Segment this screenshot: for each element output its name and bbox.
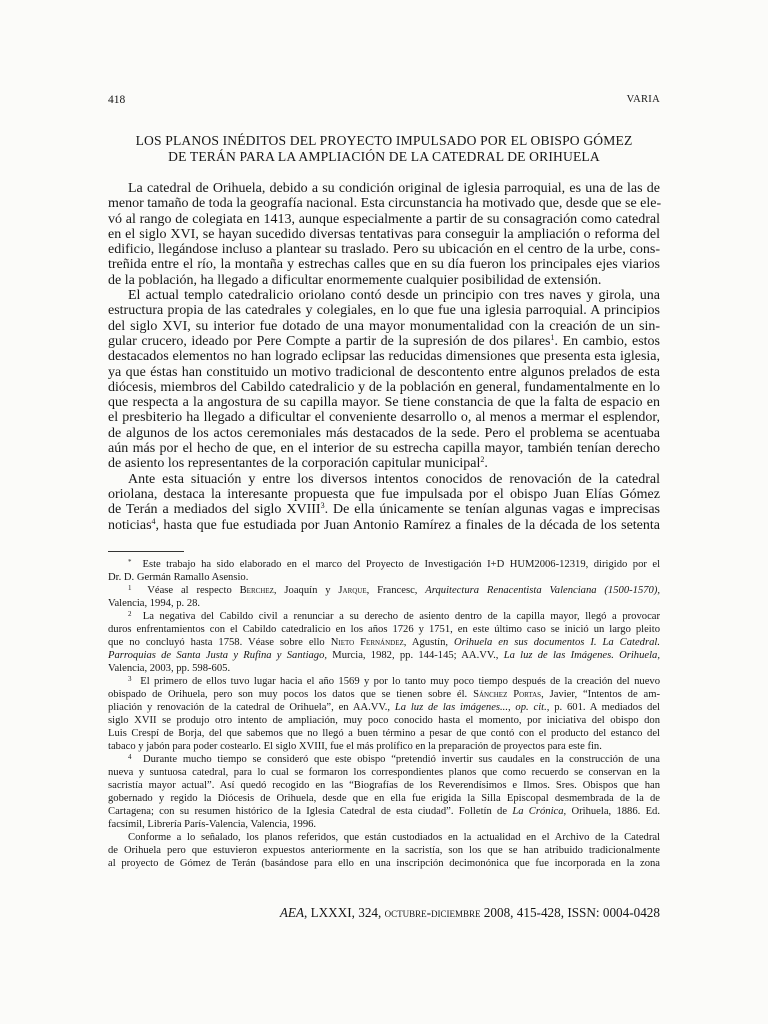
footnote bbox=[108, 675, 660, 753]
footnote-line: $^4$ Durante mucho tiempo se consideró que este obispo “pretendió invertir sus caudales en la construcción de una bbox=[128, 753, 661, 765]
text-line: aún más por el hecho de que, en el interior de su estrecha capilla mayor, también tenían derecho bbox=[108, 441, 660, 457]
footnote-line: tabaco y jabón para poder costearlo. El siglo XVIII, fue el más prolífico en la preparación de proyectos para este fin. bbox=[108, 741, 602, 752]
footnote-line: Valencia, 1994, p. 28. bbox=[108, 598, 201, 609]
footnote-line: $^3$ El primero de ellos tuvo lugar hacia el año 1569 y por lo tanto muy poco tiempo después de la creación del nuevo bbox=[128, 675, 660, 687]
footnote-mark: 3 bbox=[128, 675, 132, 683]
text-line: Ante esta situación y entre los diversos intentos conocidos de renovación de la catedral bbox=[128, 471, 660, 487]
footnote bbox=[108, 610, 660, 675]
text-line: de asiento los representantes de la corporación capitular municipal$^2$. bbox=[108, 455, 488, 472]
footnote-divider bbox=[108, 551, 184, 552]
journal-number: 324 bbox=[358, 905, 378, 920]
section-name: VARIA bbox=[626, 94, 660, 105]
footnote-mark: 4 bbox=[128, 753, 132, 761]
footnote-ref[interactable]: 1 bbox=[550, 332, 555, 342]
title-line: DE TERÁN PARA LA AMPLIACIÓN DE LA CATEDRAL DE ORIHUELA bbox=[168, 148, 600, 164]
footnote-line: facsímil, Librería París-Valencia, Valencia, 1996. bbox=[108, 819, 317, 830]
page-number: 418 bbox=[108, 94, 126, 106]
footnote-line: Conforme a lo señalado, los planos referidos, que están custodiados en la actualidad en el Archivo de la Catedral bbox=[128, 832, 660, 843]
footnote-line: Dr. D. Germán Ramallo Asensio. bbox=[108, 572, 249, 583]
paragraph bbox=[108, 181, 660, 288]
text-line: destacados elementos no han logrado eclipsar las reducidas dimensiones que presenta esta iglesia, bbox=[108, 349, 660, 365]
text-line: ya que éstas han constituido un motivo tradicional de descontento entre algunos prelados de esta bbox=[108, 364, 660, 380]
footnote-line: pliación y renovación de la catedral de Orihuela”, en AA.VV., La luz de las imágenes..., op. cit., p. 601. A mediados del bbox=[108, 702, 660, 713]
footnote-ref[interactable]: 3 bbox=[320, 501, 325, 511]
journal-citation-footer: AEA, LXXXI, 324, octubre-diciembre 2008, 415-428, ISSN: 0004-0428 bbox=[279, 905, 660, 920]
text-line: de algunos de los actos ceremoniales más destacados de la sede. Pero el problema se acentuaba bbox=[108, 425, 660, 441]
paragraph bbox=[108, 288, 660, 472]
footnote-line: * Este trabajo ha sido elaborado en el marco del Proyecto de Investigación I+D HUM2006-12319, dirigido por el bbox=[128, 558, 661, 570]
journal-details: 2008, 415-428, ISSN: 0004-0428 bbox=[483, 905, 660, 920]
footnote-mark: * bbox=[128, 558, 132, 566]
footnote-line: nueva y suntuosa catedral, para lo cual se formaron los correspondientes planos que como recuerdo se conservan en la bbox=[108, 767, 660, 778]
text-line: noticias$^4$, hasta que fue estudiada por Juan Antonio Ramírez a finales de la década de los setenta bbox=[108, 516, 660, 533]
text-line: que respecta a la angostura de su capilla mayor. Se tiene constancia de que la falta de espacio en bbox=[108, 395, 660, 411]
text-line: de Terán a mediados del siglo XVIII$^3$. De ella únicamente se tenían algunas vagas e imprecisas bbox=[108, 501, 660, 518]
footnote-mark: 1 bbox=[128, 584, 132, 592]
title-line: LOS PLANOS INÉDITOS DEL PROYECTO IMPULSADO POR EL OBISPO GÓMEZ bbox=[135, 133, 633, 148]
text-line: menor tamaño de toda la geografía nacional. Esta circunstancia ha motivado que, desde que se ele- bbox=[108, 196, 662, 212]
text-line: el presbiterio ha llegado a dificultar el conveniente desarrollo o, al menos a mermar el esplendor, bbox=[108, 410, 660, 426]
article-title bbox=[108, 133, 660, 164]
article-body bbox=[108, 181, 660, 533]
text-line: edificio, llegándose incluso a plantear su traslado. Pero su ubicación en el centro de la urbe, cons- bbox=[108, 242, 660, 258]
text-line: La catedral de Orihuela, debido a su condición original de iglesia parroquial, es una de las de bbox=[128, 181, 660, 196]
footnote-line: duros enfrentamientos con el Cabildo catedralicio en los años 1726 y 1751, en este último caso se inició un largo pleito bbox=[108, 624, 660, 635]
journal-abbrev: AEA bbox=[279, 905, 304, 920]
text-line: diócesis, miembros del Cabildo catedralicio y de la población en general, fundamentalmente en lo bbox=[108, 379, 660, 395]
footnote bbox=[108, 558, 660, 584]
footnote-line: al proyecto de Gómez de Terán (basándose para ello en una inscripción decimonónica que fue incorporada en la zona bbox=[108, 858, 660, 869]
text-line: en el siglo XVI, se hayan sucedido diversas tentativas para conseguir la ampliación o reforma del bbox=[108, 226, 660, 242]
footnote-line: sacristía mayor actual”. Así quedó recogido en las “Biografías de los Reverendísimos e Ilmos. Sres. Obispos que han bbox=[108, 780, 660, 791]
journal-period: octubre-diciembre bbox=[384, 905, 481, 920]
footnote-line: Cartagena; con su resumen histórico de la Iglesia Catedral de esta ciudad”. Folletín de La Crónica, Orihuela, 1886. Ed. bbox=[108, 806, 661, 817]
footnote-mark: 2 bbox=[128, 610, 132, 618]
paragraph bbox=[108, 472, 660, 533]
footnote-line: Parroquias de Santa Justa y Rufina y Santiago, Murcia, 1982, pp. 144-145; AA.VV., La luz de las Imágenes. Orihuela, bbox=[108, 650, 660, 661]
footnote-ref[interactable]: 2 bbox=[480, 455, 485, 465]
footnote-line: siglo XVII se produjo otro intento de ampliación, muy poco conocido hasta el momento, por iniciativa del obispo don bbox=[108, 715, 660, 726]
running-header bbox=[108, 94, 660, 110]
footnote-line: gobernado y regido la Diócesis de Orihuela, desde que en ella fue erigida la Silla Episcopal desmembrada de la de bbox=[108, 793, 660, 804]
footnotes bbox=[108, 558, 660, 870]
text-line: vó al rango de colegiata en 1413, aunque especialmente a partir de su consagración como catedral bbox=[108, 211, 660, 227]
footnote-continuation bbox=[108, 831, 660, 870]
footnote-line: $^1$ Véase al respecto Berchez, Joaquín y Jarque, Francesc, Arquitectura Renacentista Valenciana (1500-1570), bbox=[128, 584, 661, 596]
text-line: gular crucero, ideado por Pere Compte a partir de la supresión de dos pilares$^1$. En cambio, estos bbox=[108, 332, 660, 349]
text-line: El actual templo catedralicio oriolano contó desde un principio con tres naves y girola, una bbox=[128, 288, 660, 304]
footnote bbox=[108, 753, 660, 831]
text-line: oriolana, destaca la interesante propuesta que fue impulsada por el obispo Juan Elías Gómez bbox=[108, 486, 660, 502]
text-line: del siglo XVI, su interior fue dotado de una mayor monumentalidad con la creación de un sin- bbox=[108, 318, 660, 334]
footnote-line: $^2$ La negativa del Cabildo civil a renunciar a su derecho de asiento dentro de la capilla mayor, llegó a provocar bbox=[128, 610, 661, 622]
footnote-line: Valencia, 2003, pp. 598-605. bbox=[108, 663, 231, 674]
footnote-ref[interactable]: 4 bbox=[151, 516, 156, 526]
footnote-line: de Orihuela pero que estuvieron expuestos anteriormente en la sacristía, son los que se han atribuido tradicionalmente bbox=[108, 845, 660, 856]
text-line: de la población, ha llegado a dificultar enormemente cualquier posibilidad de extensión. bbox=[108, 272, 602, 288]
footnote-line: obispado de Orihuela, pero son muy pocos los datos que se tienen sobre él. Sánchez Portas, Javier, “Intentos de am- bbox=[108, 689, 660, 700]
text-line: estructura propia de las catedrales y colegiales, en lo que fue una iglesia parroquial. A principios bbox=[108, 303, 660, 319]
text-line: treñida entre el río, la montaña y estrechas calles que en su día fueron los principales ejes viarios bbox=[108, 257, 660, 273]
footnote-line: Luis Crespí de Borja, del que sabemos que no llegó a buen término a pesar de que contó con el producto del estanco del bbox=[108, 728, 660, 739]
journal-volume: LXXXI bbox=[310, 905, 352, 920]
footnote-line: que no concluyó hasta 1758. Véase sobre ello Nieto Fernández, Agustín, Orihuela en sus documentos I. La Catedral. bbox=[108, 637, 660, 648]
footnote bbox=[108, 584, 660, 610]
